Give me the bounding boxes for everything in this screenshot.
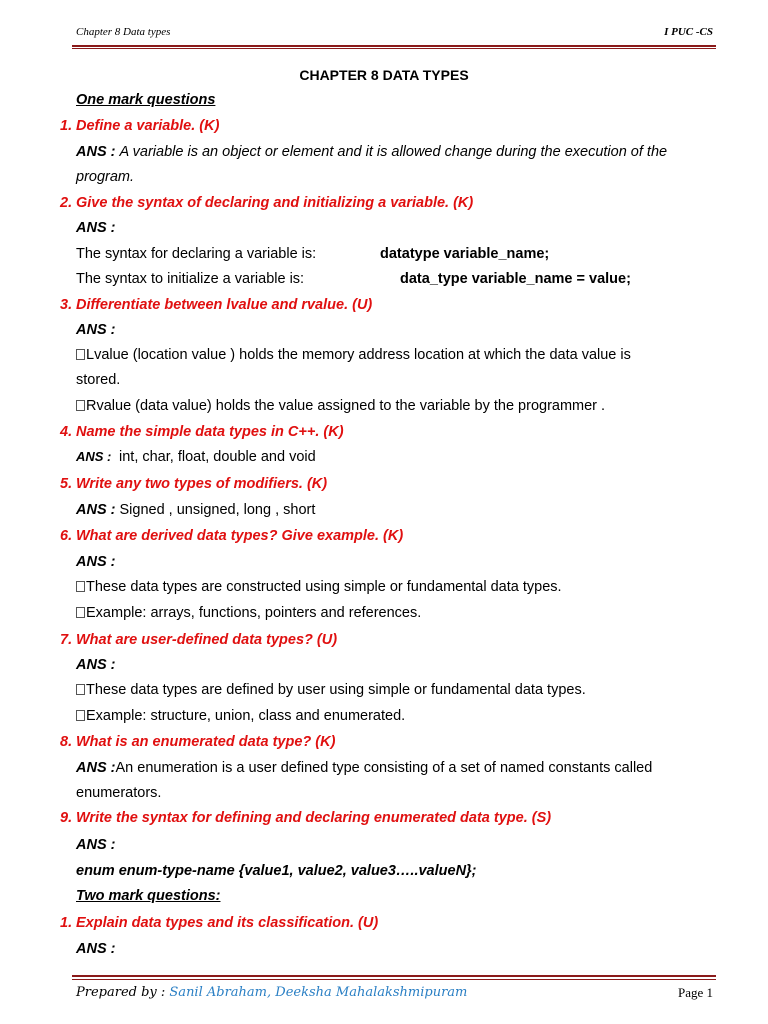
question-1 bbox=[60, 117, 219, 135]
question-number: 9. bbox=[60, 810, 73, 826]
question-9 bbox=[60, 809, 551, 827]
footer-prefix: Prepared by : bbox=[76, 985, 170, 1000]
enum-syntax-code: enum enum-type-name {value1, value2, value3…..valueN}; bbox=[76, 863, 477, 879]
question-text: Write any two types of modifiers. (K) bbox=[76, 476, 328, 492]
answer-7-label: ANS : bbox=[76, 657, 116, 673]
section-two-mark: Two mark questions: bbox=[76, 888, 221, 904]
bullet-text: Lvalue (location value ) holds the memory address location at which the data value is bbox=[86, 347, 631, 363]
bullet-text: Example: arrays, functions, pointers and references. bbox=[86, 605, 422, 621]
bullet-userdef-def bbox=[76, 681, 586, 699]
question-text: Define a variable. (K) bbox=[76, 118, 220, 134]
answer-two-mark-1-label: ANS : bbox=[76, 941, 116, 957]
question-5 bbox=[60, 475, 327, 493]
question-text: Explain data types and its classification. (U) bbox=[76, 915, 379, 931]
question-text: What are user-defined data types? (U) bbox=[76, 632, 338, 648]
footer-credits bbox=[76, 985, 467, 1000]
bullet-lvalue bbox=[76, 346, 631, 364]
page-title: CHAPTER 8 DATA TYPES bbox=[299, 67, 469, 83]
declare-syntax-text: The syntax for declaring a variable is: bbox=[76, 246, 317, 262]
header-rule-thin bbox=[72, 48, 716, 49]
answer-8 bbox=[76, 759, 652, 777]
answer-9-label: ANS : bbox=[76, 837, 116, 853]
page-number: Page 1 bbox=[677, 985, 713, 1000]
question-number: 2. bbox=[60, 195, 73, 211]
answer-4 bbox=[76, 448, 316, 466]
bullet-box-icon bbox=[76, 400, 85, 411]
answer-label: ANS : bbox=[76, 760, 116, 776]
question-text: Write the syntax for defining and declaring enumerated data type. (S) bbox=[76, 810, 552, 826]
question-2 bbox=[60, 194, 473, 212]
answer-text: An enumeration is a user defined type consisting of a set of named constants called bbox=[115, 760, 653, 776]
question-text: Give the syntax of declaring and initializing a variable. (K) bbox=[76, 195, 474, 211]
question-two-mark-1 bbox=[60, 914, 378, 932]
answer-2-label: ANS : bbox=[76, 220, 116, 236]
bullet-box-icon bbox=[76, 710, 85, 721]
footer-rule bbox=[72, 975, 716, 977]
header-chapter: Chapter 8 Data types bbox=[76, 26, 171, 38]
answer-1 bbox=[76, 143, 667, 161]
bullet-derived-example bbox=[76, 604, 421, 622]
question-number: 5. bbox=[60, 476, 73, 492]
bullet-box-icon bbox=[76, 607, 85, 618]
question-3 bbox=[60, 296, 372, 314]
answer-label: ANS : bbox=[76, 144, 120, 160]
question-4 bbox=[60, 423, 344, 441]
header-rule bbox=[72, 45, 716, 47]
bullet-text: Example: structure, union, class and enumerated. bbox=[86, 708, 406, 724]
answer-3-label: ANS : bbox=[76, 322, 116, 338]
answer-6-label: ANS : bbox=[76, 554, 116, 570]
question-7 bbox=[60, 631, 337, 649]
question-number: 6. bbox=[60, 528, 73, 544]
bullet-rvalue bbox=[76, 397, 605, 415]
header-class: I PUC -CS bbox=[664, 26, 713, 38]
bullet-derived-def bbox=[76, 578, 562, 596]
answer-1-cont: program. bbox=[76, 169, 135, 185]
answer-text: Signed , unsigned, long , short bbox=[119, 502, 316, 518]
bullet-text: These data types are constructed using simple or fundamental data types. bbox=[86, 579, 562, 595]
answer-label: ANS : bbox=[76, 449, 115, 464]
question-text: What are derived data types? Give example. (K) bbox=[76, 528, 404, 544]
question-number: 4. bbox=[60, 424, 73, 440]
question-number: 3. bbox=[60, 297, 73, 313]
section-one-mark: One mark questions bbox=[76, 92, 216, 108]
answer-text: int, char, float, double and void bbox=[119, 449, 316, 465]
answer-8-cont: enumerators. bbox=[76, 785, 162, 801]
footer-authors: Sanil Abraham, Deeksha Mahalakshmipuram bbox=[169, 985, 468, 1000]
question-number: 8. bbox=[60, 734, 73, 750]
question-6 bbox=[60, 527, 403, 545]
bullet-text: Rvalue (data value) holds the value assigned to the variable by the programmer . bbox=[86, 398, 606, 414]
question-number: 7. bbox=[60, 632, 73, 648]
question-text: Differentiate between lvalue and rvalue. (U) bbox=[76, 297, 373, 313]
init-syntax-code: data_type variable_name = value; bbox=[400, 271, 631, 287]
bullet-userdef-example bbox=[76, 707, 405, 725]
question-text: Name the simple data types in C++. (K) bbox=[76, 424, 344, 440]
question-number: 1. bbox=[60, 915, 73, 931]
question-8 bbox=[60, 733, 335, 751]
footer-rule-thin bbox=[72, 979, 716, 980]
question-number: 1. bbox=[60, 118, 73, 134]
question-text: What is an enumerated data type? (K) bbox=[76, 734, 336, 750]
answer-5 bbox=[76, 501, 315, 519]
answer-text: A variable is an object or element and it is allowed change during the execution of the bbox=[119, 144, 668, 160]
bullet-box-icon bbox=[76, 581, 85, 592]
init-syntax-text: The syntax to initialize a variable is: bbox=[76, 271, 305, 287]
bullet-box-icon bbox=[76, 684, 85, 695]
bullet-text: These data types are defined by user using simple or fundamental data types. bbox=[86, 682, 586, 698]
answer-label: ANS : bbox=[76, 502, 120, 518]
declare-syntax-code: datatype variable_name; bbox=[380, 246, 550, 262]
bullet-box-icon bbox=[76, 349, 85, 360]
bullet-lvalue-cont: stored. bbox=[76, 372, 121, 388]
